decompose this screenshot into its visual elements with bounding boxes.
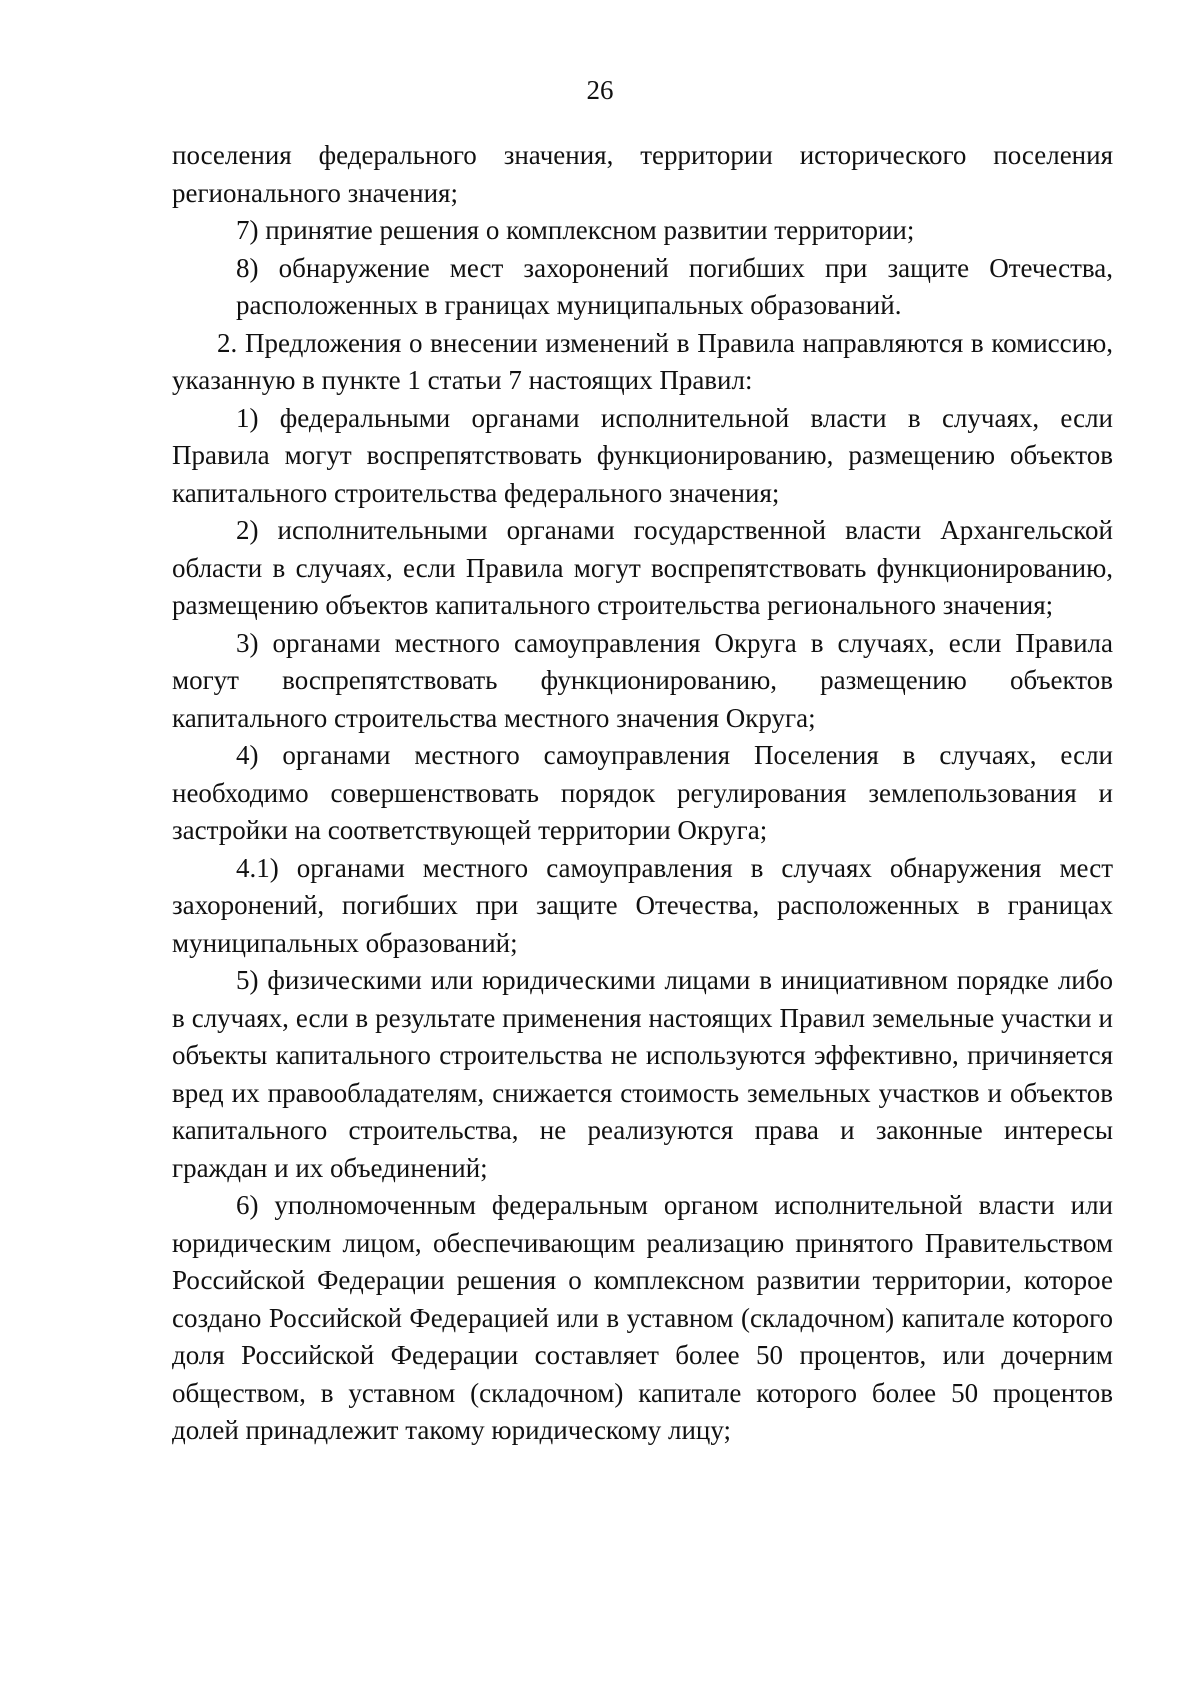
clause-2-item-4: 4) органами местного самоуправления Поселения в случаях, если необходимо совершенствовать порядок регулирования землепользования и застройки на соответствующей территории Округа; — [172, 740, 1113, 845]
clause-2-item-6: 6) уполномоченным федеральным органом исполнительной власти или юридическим лицом, обеспечивающим реализацию принятого Правительством Российской Федерации решения о комплексном развитии территории, которое создано Российской Федерацией или в уставном (складочном) капитале которого доля Российской Федерации составляет более 50 процентов, или дочерним обществом, в уставном (складочном) капитале которого более 50 процентов долей принадлежит такому юридическому лицу; — [172, 1190, 1113, 1445]
clause-2: 2. Предложения о внесении изменений в Правила направляются в комиссию, указанную в пункте 1 статьи 7 настоящих Правил: — [172, 327, 1113, 395]
clause-2-item-5: 5) физическими или юридическими лицами в инициативном порядке либо в случаях, если в результате применения настоящих Правил земельные участки и объекты капитального строительства не используются эффективно, причиняется вред их правообладателям, снижается стоимость земельных участков и объектов капитального строительства, не реализуются права и законные интересы граждан и их объединений; — [172, 965, 1113, 1183]
clause-2-item-4-1: 4.1) органами местного самоуправления в случаях обнаружения мест захоронений, погибших при защите Отечества, расположенных в границах муниципальных образований; — [172, 852, 1113, 958]
list-item-7: 7) принятие решения о комплексном развитии территории; — [236, 215, 915, 245]
clause-2-item-1: 1) федеральными органами исполнительной власти в случаях, если Правила могут воспрепятствовать функционированию, размещению объектов капитального строительства федерального значения; — [172, 402, 1113, 508]
clause-2-item-2: 2) исполнительными органами государственной власти Архангельской области в случаях, если Правила могут воспрепятствовать функционированию, размещению объектов капитального строительства регионального значения; — [172, 515, 1113, 620]
list-item-8: 8) обнаружение мест захоронений погибших при защите Отечества, расположенных в границах муниципальных образований. — [236, 252, 1113, 320]
clause-2-item-3: 3) органами местного самоуправления Округа в случаях, если Правила могут воспрепятствовать функционированию, размещению объектов капитального строительства местного значения Округа; — [172, 627, 1113, 733]
document-body — [172, 137, 1113, 1450]
page-number: 26 — [586, 75, 614, 105]
paragraph-continuation: поселения федерального значения, территории исторического поселения регионального значения; — [172, 140, 1113, 208]
